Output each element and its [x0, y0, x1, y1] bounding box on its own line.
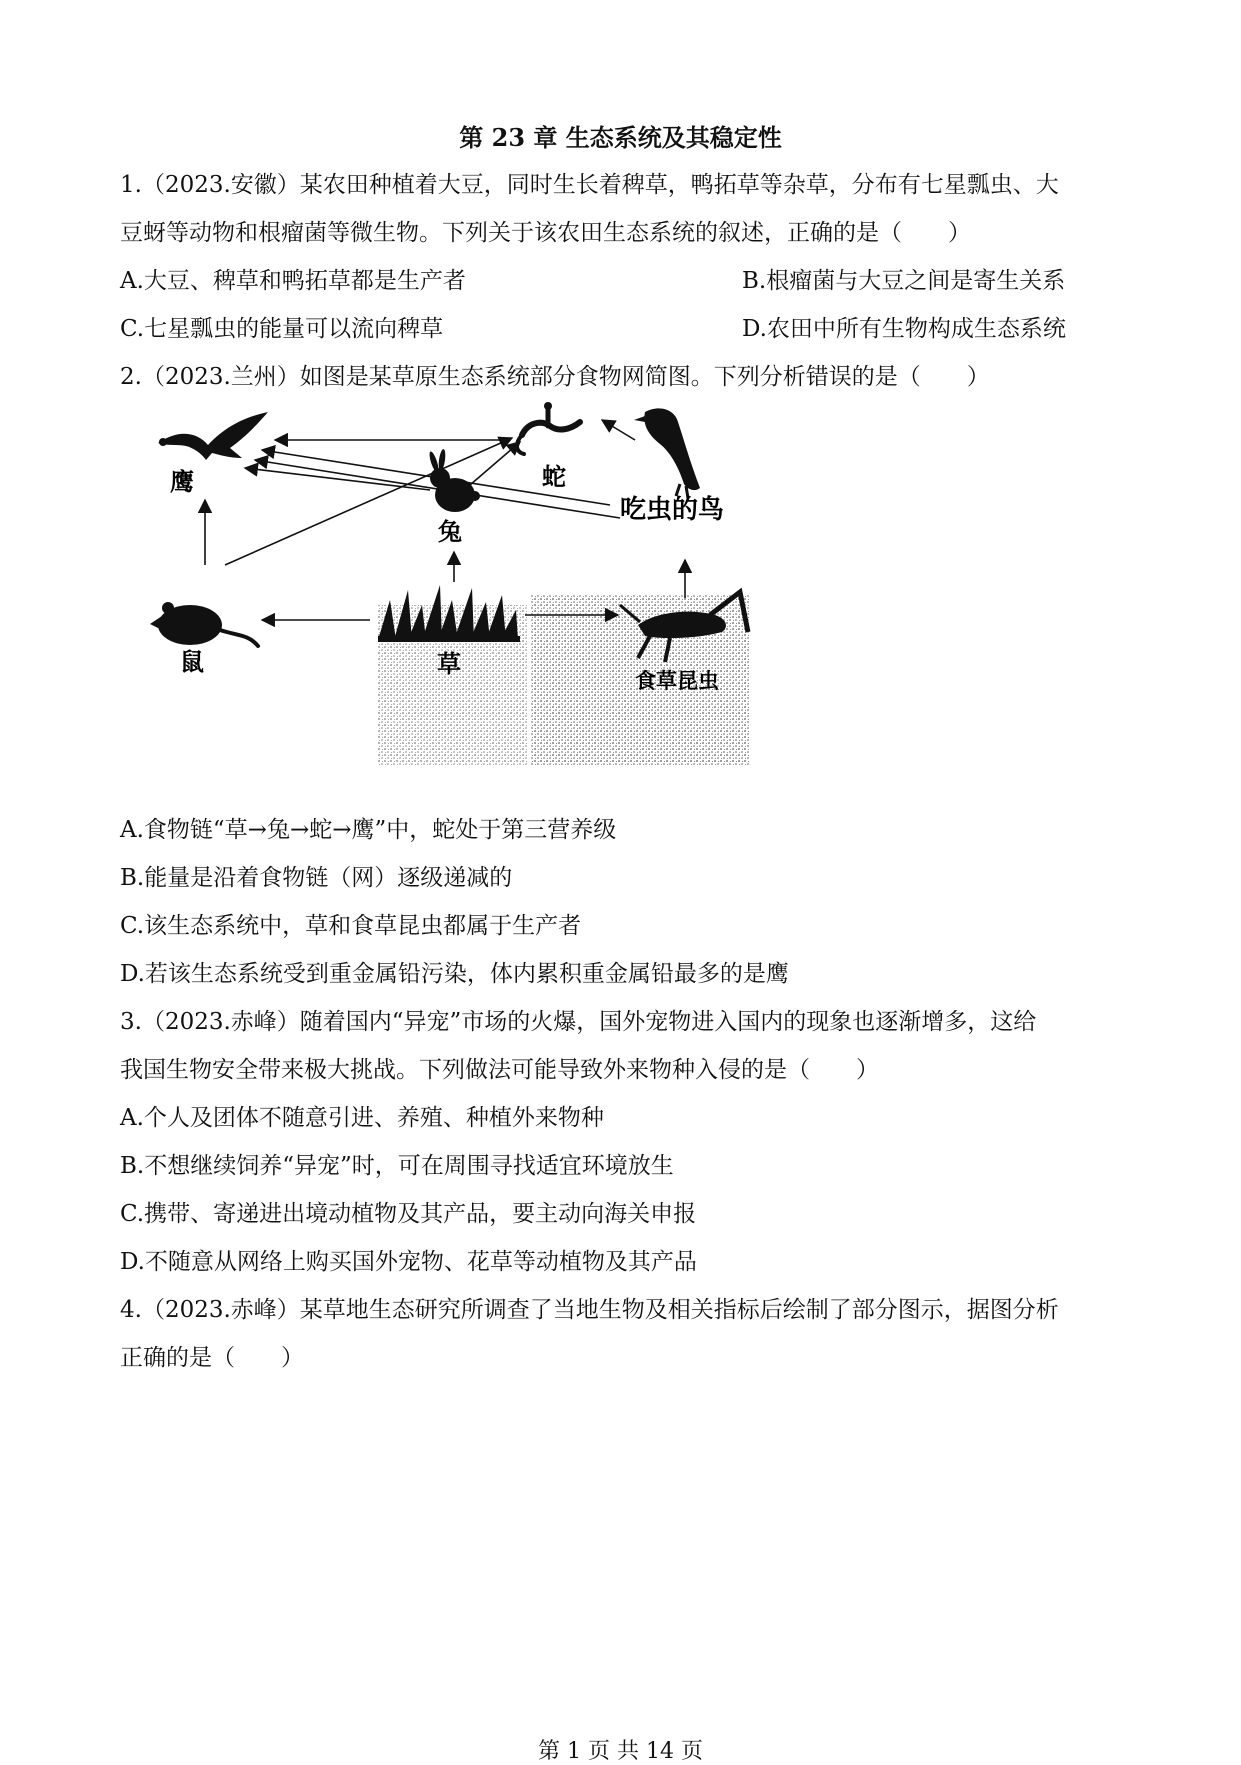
snake-label: 蛇	[542, 463, 566, 491]
q2-option-d: D.若该生态系统受到重金属铅污染，体内累积重金属铅最多的是鹰	[120, 961, 789, 987]
q2-stem-line1: 2.（2023.兰州）如图是某草原生态系统部分食物网简图。下列分析错误的是（ ）	[120, 364, 990, 390]
q4-stem-line2: 正确的是（ ）	[120, 1345, 304, 1371]
page-footer: 第 1 页 共 14 页	[538, 1739, 703, 1764]
arrow-rabbit-to-snake	[470, 442, 520, 485]
q3-option-d: D.不随意从网络上购买国外宠物、花草等动植物及其产品	[120, 1249, 697, 1275]
q3-option-c: C.携带、寄递进出境动植物及其产品，要主动向海关申报	[120, 1201, 697, 1227]
q2-option-a: A.食物链“草→兔→蛇→鹰”中，蛇处于第三营养级	[120, 817, 617, 843]
bird-label: 吃虫的鸟	[620, 495, 725, 525]
mouse-label: 鼠	[180, 648, 204, 676]
arrow-bird-to-snake	[602, 420, 635, 440]
grass-label: 草	[437, 650, 461, 678]
snake-icon	[517, 402, 580, 454]
q1-stem-line2: 豆蚜等动物和根瘤菌等微生物。下列关于该农田生态系统的叙述，正确的是（ ）	[120, 220, 971, 246]
q1-options-row1	[120, 266, 1130, 296]
mouse-icon	[150, 602, 258, 646]
q4-stem-line1: 4.（2023.赤峰）某草地生态研究所调查了当地生物及相关指标后绘制了部分图示，据图分析	[120, 1297, 1059, 1323]
insect-label: 食草昆虫	[635, 669, 719, 693]
q3-stem-line1: 3.（2023.赤峰）随着国内“异宠”市场的火爆，国外宠物进入国内的现象也逐渐增多，这给	[120, 1009, 1037, 1035]
q2-option-c: C.该生态系统中，草和食草昆虫都属于生产者	[120, 913, 582, 939]
hawk-icon	[158, 412, 268, 460]
q3-option-b: B.不想继续饲养“异宠”时，可在周围寻找适宜环境放生	[120, 1153, 674, 1179]
q1-option-b: B.根瘤菌与大豆之间是寄生关系	[742, 268, 1066, 294]
food-web-figure	[150, 400, 850, 780]
q2-option-b: B.能量是沿着食物链（网）逐级递减的	[120, 865, 513, 891]
q1-option-a: A.大豆、稗草和鸭拓草都是生产者	[120, 268, 466, 294]
food-web-diagram	[150, 400, 850, 780]
q1-stem-line1: 1.（2023.安徽）某农田种植着大豆，同时生长着稗草，鸭拓草等杂草，分布有七星瓢虫、大	[120, 172, 1059, 198]
q3-option-a: A.个人及团体不随意引进、养殖、种植外来物种	[120, 1105, 604, 1131]
q1-option-c: C.七星瓢虫的能量可以流向稗草	[120, 316, 444, 342]
hawk-label: 鹰	[170, 468, 194, 496]
q1-option-d: D.农田中所有生物构成生态系统	[742, 316, 1066, 342]
q3-stem-line2: 我国生物安全带来极大挑战。下列做法可能导致外来物种入侵的是（ ）	[120, 1057, 879, 1083]
chapter-title: 第 23 章 生态系统及其稳定性	[459, 123, 782, 152]
q1-options-row2	[120, 314, 1130, 344]
bird-icon	[634, 408, 700, 498]
rabbit-label: 兔	[438, 518, 462, 546]
